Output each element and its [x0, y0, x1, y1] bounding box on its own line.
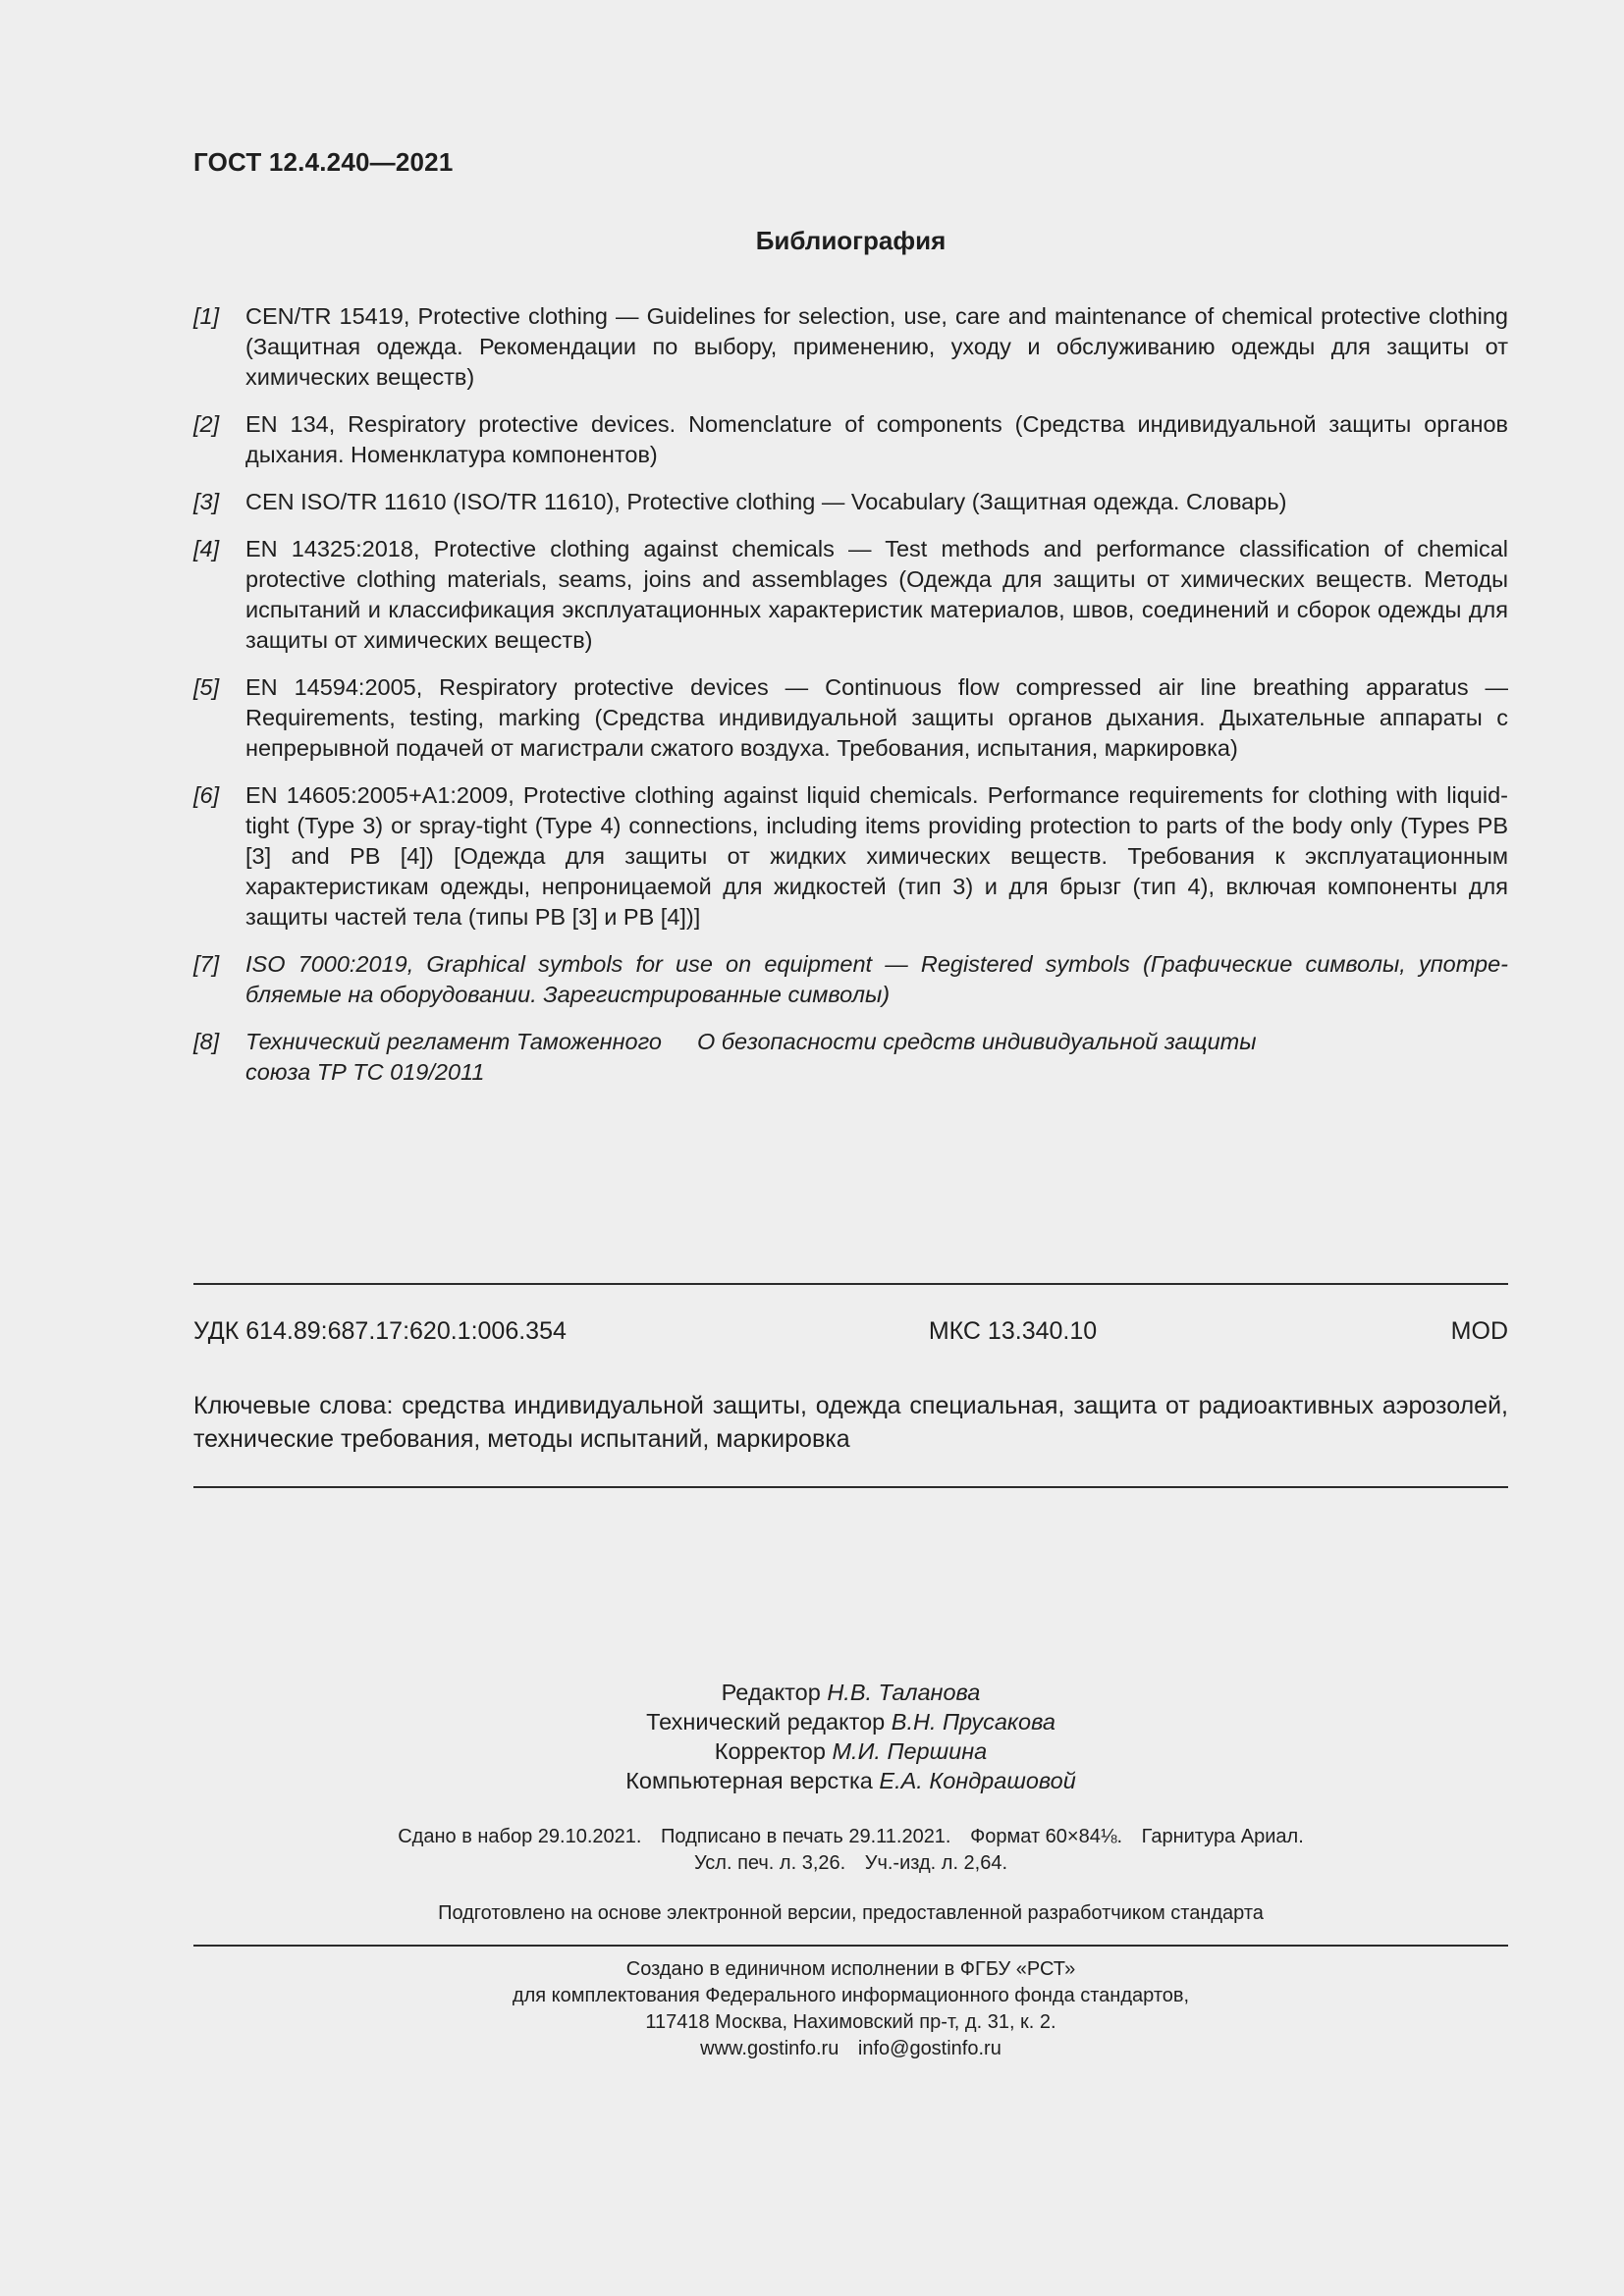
- entry-text: ISO 7000:2019, Graphical symbols for use on equipment — Registered symbols (Графические символы, употребляемые на оборудовании. Зарегистрированные символы): [245, 951, 1508, 1007]
- bibliography-list: [193, 301, 1508, 1104]
- prepared-note: Подготовлено на основе электронной версии, предоставленной разработчиком стандарта: [438, 1902, 1264, 1924]
- credit-role: Редактор: [721, 1680, 821, 1705]
- publisher-address: 117418 Москва, Нахимовский пр-т, д. 31, к. 2.: [645, 2011, 1056, 2033]
- bibliography-entry: [193, 1027, 1508, 1088]
- credit-line: [193, 1678, 1508, 1707]
- bibliography-entry: [193, 949, 1508, 1010]
- print-info: [193, 1824, 1508, 1877]
- print-info-line-2: [193, 1850, 1508, 1877]
- entry-text: CEN ISO/TR 11610 (ISO/TR 11610), Protective clothing — Vocabulary (Защитная одежда. Словарь): [245, 489, 1287, 514]
- print-info-line-1: [193, 1824, 1508, 1850]
- paper-format: Формат 60×84⅛.: [970, 1826, 1123, 1847]
- entry-text: EN 14605:2005+A1:2009, Protective clothing against liquid chemicals. Performance requirements for clothing with liquid-tight (Type 3) or spray-tight (Type 4) connections, including items providing protection to parts of the body only (Types PB [3] and PB [4]) [Одежда для защиты от жидких химических веществ. Требования к эксплуатационным характеристикам одежды, непроницаемой для жидкостей (тип 3) и для брызг (тип 4), включая компоненты для защиты частей тела (типы PB [3] и PB [4])]: [245, 782, 1508, 930]
- bibliography-entry: [193, 780, 1508, 933]
- bibliography-entry: [193, 409, 1508, 470]
- document-id-header: ГОСТ 12.4.240—2021: [193, 147, 454, 177]
- credit-line: [193, 1766, 1508, 1795]
- credit-line: [193, 1736, 1508, 1766]
- publisher-contacts: [193, 2036, 1508, 2062]
- credit-name: В.Н. Прусакова: [891, 1709, 1056, 1735]
- print-sheets: Усл. печ. л. 3,26.: [693, 1852, 846, 1874]
- entry-number: [2]: [193, 411, 220, 437]
- entry-number: [5]: [193, 674, 220, 700]
- credit-name: Е.А. Кондрашовой: [879, 1768, 1076, 1793]
- bibliography-title: Библиография: [755, 226, 947, 255]
- mks-code: МКС 13.340.10: [928, 1317, 1098, 1345]
- entry-number: [6]: [193, 782, 220, 808]
- publisher-line-1: Создано в единичном исполнении в ФГБУ «РСТ»: [625, 1958, 1076, 1980]
- divider-publisher: [193, 1945, 1508, 1947]
- entry-number: [4]: [193, 536, 220, 561]
- keywords: Ключевые слова: средства индивидуальной защиты, одежда специальная, защита от радиоактивных аэрозолей, технические требования, методы испытаний, маркировка: [193, 1392, 1508, 1453]
- regulation-subject: О безопасности средств индивидуальной защиты: [697, 1029, 1257, 1054]
- entry-number: [1]: [193, 303, 220, 329]
- divider-bottom: [193, 1486, 1508, 1488]
- publisher-website: www.gostinfo.ru: [700, 2038, 839, 2059]
- credit-line: [193, 1707, 1508, 1736]
- entry-number: [7]: [193, 951, 220, 977]
- bibliography-entry: [193, 534, 1508, 656]
- credit-role: Технический редактор: [646, 1709, 886, 1735]
- entry-number: [3]: [193, 489, 220, 514]
- credit-role: Компьютерная верстка: [625, 1768, 873, 1793]
- entry-text: [245, 1027, 1508, 1088]
- entry-number: [8]: [193, 1029, 220, 1054]
- submitted-date: Сдано в набор 29.10.2021.: [398, 1826, 642, 1847]
- credit-name: М.И. Першина: [832, 1738, 988, 1764]
- udc-code: УДК 614.89:687.17:620.1:006.354: [193, 1317, 567, 1345]
- divider-top: [193, 1283, 1508, 1285]
- mod-label: MOD: [1450, 1317, 1508, 1345]
- signed-date: Подписано в печать 29.11.2021.: [661, 1826, 951, 1847]
- bibliography-entry: [193, 301, 1508, 393]
- regulation-name: Технический регламент Таможенного союза ТР ТС 019/2011: [245, 1029, 662, 1085]
- typeface: Гарнитура Ариал.: [1141, 1826, 1304, 1847]
- entry-text: CEN/TR 15419, Protective clothing — Guidelines for selection, use, care and maintenance of chemical protective clothing (Защитная одежда. Рекомендации по выбору, применению, уходу и обслуживанию одежды для защиты от химических веществ): [245, 303, 1508, 390]
- publisher-email: info@gostinfo.ru: [857, 2038, 1001, 2059]
- credit-role: Корректор: [714, 1738, 826, 1764]
- publisher-block: [193, 1956, 1508, 2062]
- credit-name: Н.В. Таланова: [827, 1680, 981, 1705]
- publisher-line-2: для комплектования Федерального информационного фонда стандартов,: [512, 1985, 1190, 2006]
- entry-text: EN 14594:2005, Respiratory protective devices — Continuous flow compressed air line breathing apparatus — Requirements, testing, marking (Средства индивидуальной защиты органов дыхания. Дыхательные аппараты с непрерывной подачей от магистрали сжатого воздуха. Требования, испытания, маркировка): [245, 674, 1508, 761]
- bibliography-entry: [193, 672, 1508, 764]
- bibliography-entry: [193, 487, 1508, 517]
- entry-text: EN 14325:2018, Protective clothing against chemicals — Test methods and performance classification of chemical protective clothing materials, seams, joins and assemblages (Одежда для защиты от химических веществ. Методы испытаний и классификация эксплуатационных характеристик материалов, швов, соединений и сборок одежды для защиты от химических веществ): [245, 536, 1508, 653]
- credits-block: [193, 1678, 1508, 1795]
- classification-codes: [193, 1317, 1508, 1346]
- entry-text: EN 134, Respiratory protective devices. Nomenclature of components (Средства индивидуальной защиты органов дыхания. Номенклатура компонентов): [245, 411, 1508, 467]
- publication-sheets: Уч.-изд. л. 2,64.: [864, 1852, 1008, 1874]
